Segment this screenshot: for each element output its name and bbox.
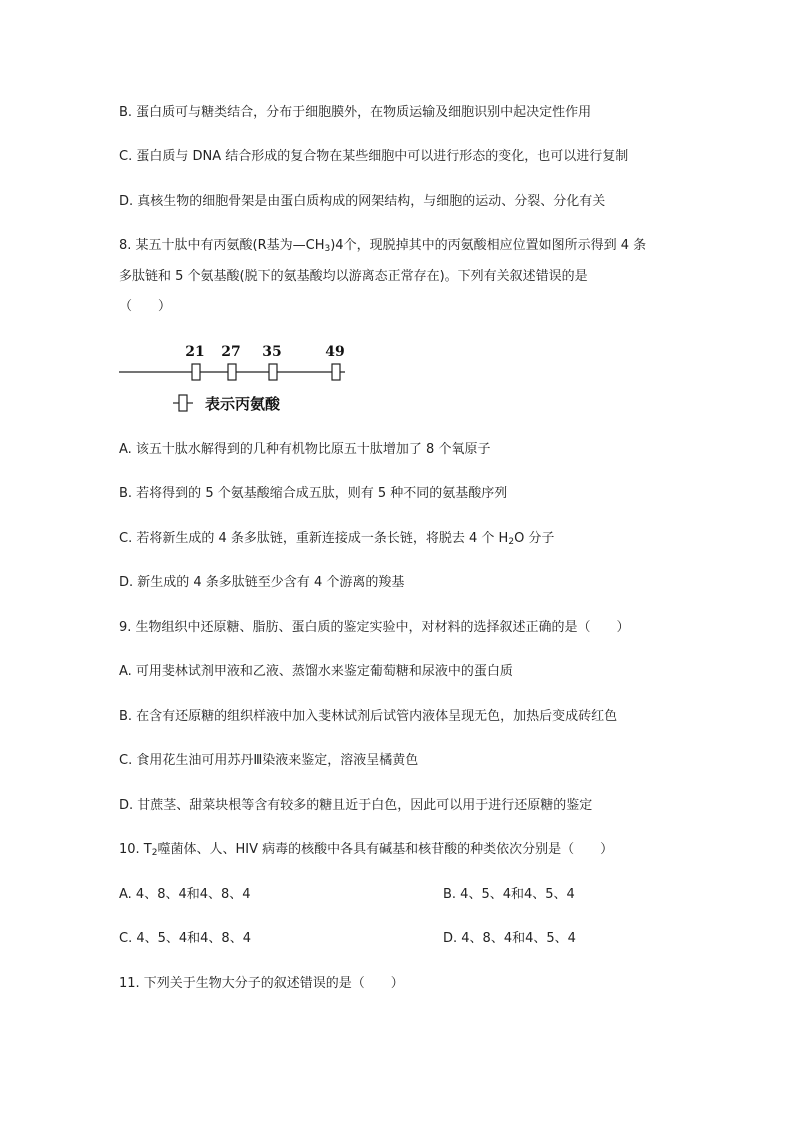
q8-stem-line1 bbox=[119, 237, 646, 255]
q10-stem-subscript: 2 bbox=[151, 848, 158, 858]
q9-option-a: A. 可用斐林试剂甲液和乙液、蒸馏水来鉴定葡萄糖和尿液中的蛋白质 bbox=[119, 664, 513, 679]
alanine-position-diagram bbox=[115, 338, 375, 418]
q7-option-d: D. 真核生物的细胞骨架是由蛋白质构成的网架结构，与细胞的运动、分裂、分化有关 bbox=[119, 194, 606, 209]
position-label-21: 21 bbox=[185, 344, 205, 360]
q8-option-c-part1: C. 若将新生成的 4 条多肽链，重新连接成一条长链，将脱去 4 个 H bbox=[119, 531, 509, 546]
q10-option-b: B. 4、5、4和4、5、4 bbox=[443, 887, 575, 902]
q8-option-c-subscript: 2 bbox=[508, 537, 515, 547]
q10-option-d: D. 4、8、4和4、5、4 bbox=[443, 931, 576, 946]
q10-option-c: C. 4、5、4和4、8、4 bbox=[119, 931, 251, 946]
q8-option-d: D. 新生成的 4 条多肽链至少含有 4 个游离的羧基 bbox=[119, 575, 405, 590]
q7-option-b: B. 蛋白质可与糖类结合，分布于细胞膜外，在物质运输及细胞识别中起决定性作用 bbox=[119, 105, 592, 120]
q8-stem-line2: 多肽链和 5 个氨基酸(脱下的氨基酸均以游离态正常存在)。下列有关叙述错误的是 bbox=[119, 269, 588, 284]
q10-stem-part1: 10. T bbox=[119, 842, 152, 857]
legend-label: 表示丙氨酸 bbox=[205, 395, 281, 413]
q8-stem-paren: （ ） bbox=[119, 299, 172, 314]
q7-option-c: C. 蛋白质与 DNA 结合形成的复合物在某些细胞中可以进行形态的变化，也可以进行复制 bbox=[119, 149, 629, 164]
position-label-49: 49 bbox=[325, 344, 345, 360]
alanine-marker-35 bbox=[269, 364, 277, 380]
q8-option-c bbox=[119, 530, 554, 548]
q8-stem-part1: 8. 某五十肽中有丙氨酸(R基为—CH bbox=[119, 238, 325, 253]
q8-option-c-part2: O 分子 bbox=[514, 531, 555, 546]
q10-stem bbox=[119, 841, 613, 859]
position-label-27: 27 bbox=[221, 344, 241, 360]
q9-option-b: B. 在含有还原糖的组织样液中加入斐林试剂后试管内液体呈现无色，加热后变成砖红色 bbox=[119, 709, 618, 724]
q11-stem: 11. 下列关于生物大分子的叙述错误的是（ ） bbox=[119, 976, 404, 991]
alanine-marker-49 bbox=[332, 364, 340, 380]
q10-option-a: A. 4、8、4和4、8、4 bbox=[119, 887, 251, 902]
q9-stem: 9. 生物组织中还原糖、脂肪、蛋白质的鉴定实验中，对材料的选择叙述正确的是（ ） bbox=[119, 620, 630, 635]
q8-option-a: A. 该五十肽水解得到的几种有机物比原五十肽增加了 8 个氧原子 bbox=[119, 442, 491, 457]
q8-stem-part2: )4个，现脱掉其中的丙氨酸相应位置如图所示得到 4 条 bbox=[330, 238, 647, 253]
alanine-marker-27 bbox=[228, 364, 236, 380]
alanine-marker-21 bbox=[192, 364, 200, 380]
q8-option-b: B. 若将得到的 5 个氨基酸缩合成五肽，则有 5 种不同的氨基酸序列 bbox=[119, 486, 508, 501]
q9-option-c: C. 食用花生油可用苏丹Ⅲ染液来鉴定，溶液呈橘黄色 bbox=[119, 753, 419, 768]
q8-stem-subscript: 3 bbox=[324, 244, 331, 254]
legend-marker bbox=[179, 395, 187, 411]
q10-stem-part2: 噬菌体、人、HIV 病毒的核酸中各具有碱基和核苷酸的种类依次分别是（ ） bbox=[157, 842, 614, 857]
position-label-35: 35 bbox=[262, 344, 282, 360]
q9-option-d: D. 甘蔗茎、甜菜块根等含有较多的糖且近于白色，因此可以用于进行还原糖的鉴定 bbox=[119, 798, 593, 813]
